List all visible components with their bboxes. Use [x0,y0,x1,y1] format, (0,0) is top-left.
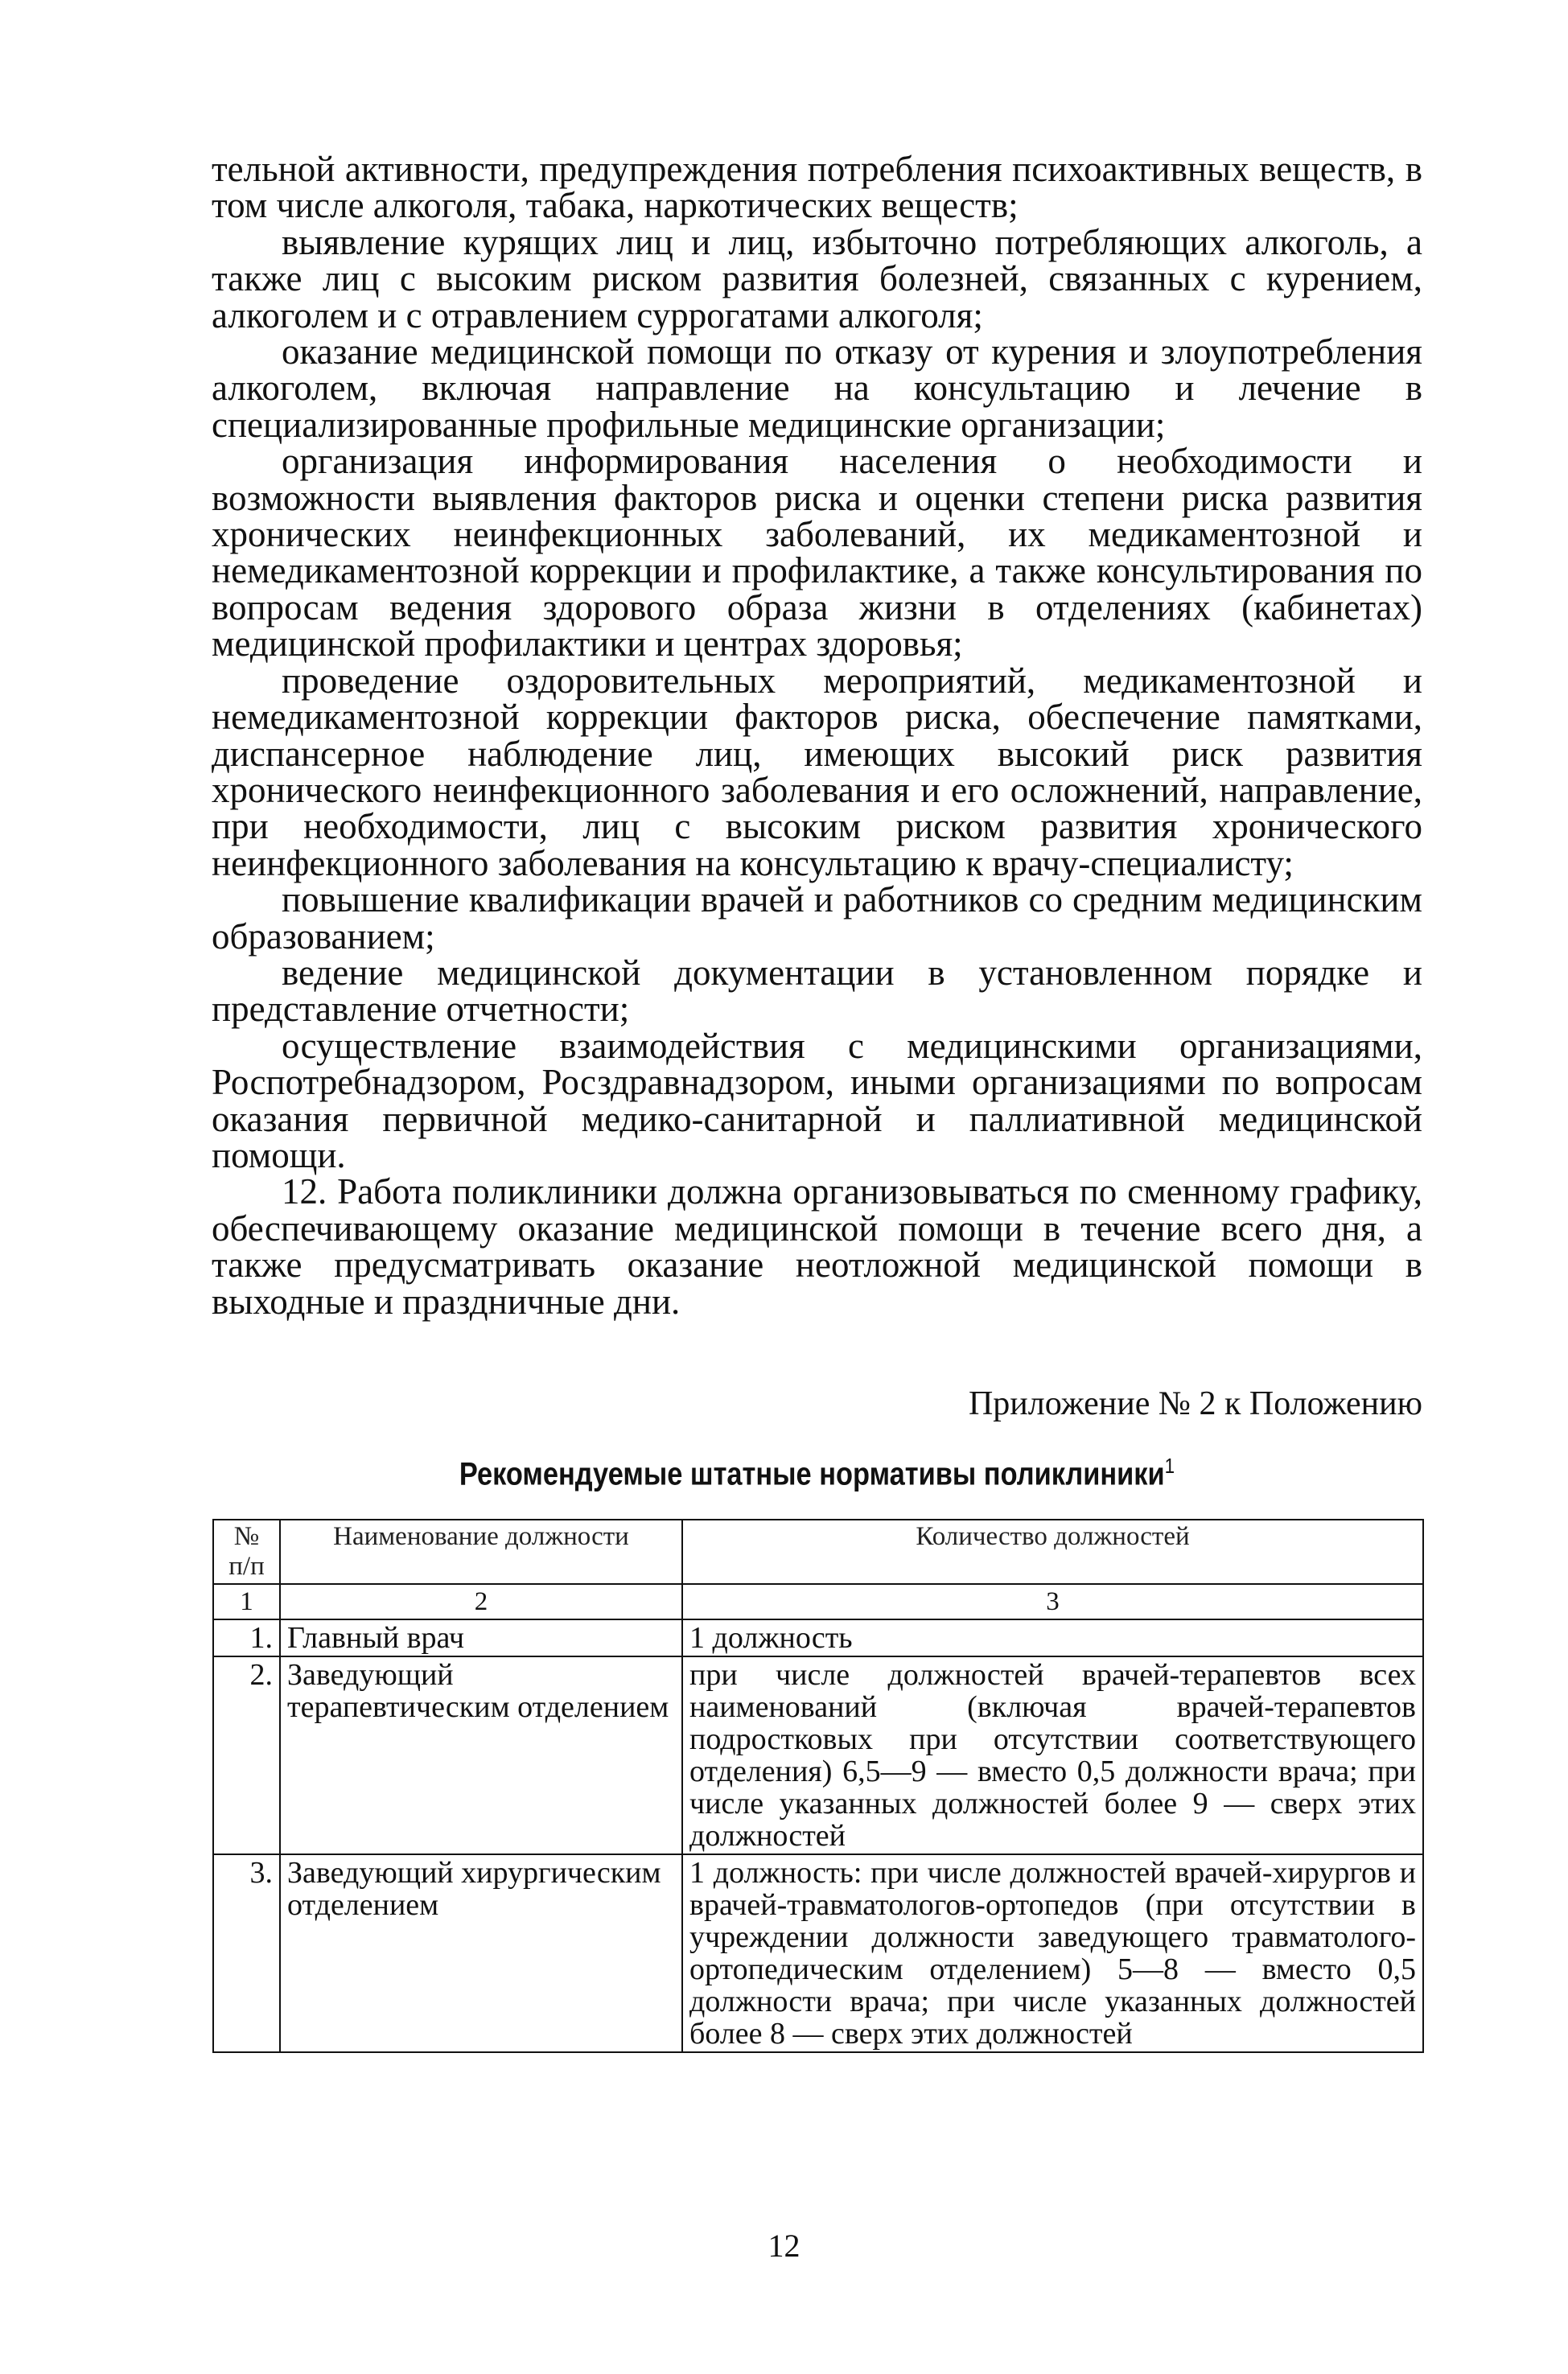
paragraph: тельной активности, предупреждения потребления психоактивных веществ, в том числе алкоголя, табака, наркотических веществ; [212,149,1422,226]
position-name: Главный врач [280,1619,682,1656]
row-number: 1. [213,1619,280,1656]
body-text [212,151,1422,1320]
header-cell-name: Наименование должности [280,1520,682,1584]
header-cell-number: № п/п [213,1520,280,1584]
row-number: 2. [213,1656,280,1854]
position-name: Заведующий терапевтическим отделением [280,1656,682,1854]
staff-norms-table [212,1519,1424,2053]
paragraph: выявление курящих лиц и лиц, избыточно потребляющих алкоголь, а также лиц с высоким риском развития болезней, связанных с курением, алкоголем и с отравлением суррогатами алкоголя; [212,221,1422,335]
paragraph: 12. Работа поликлиники должна организовываться по сменному графику, обеспечивающему оказание медицинской помощи в течение всего дня, а также предусматривать оказание неотложной медицинской помощи в выходные и праздничные дни. [212,1171,1422,1322]
table-row [213,1619,1423,1656]
paragraph: оказание медицинской помощи по отказу от курения и злоупотребления алкоголем, включая направление на консультацию и лечение в специализированные профильные медицинские организации; [212,331,1422,445]
appendix-label: Приложение № 2 к Положению [968,1385,1422,1422]
position-count: 1 должность [682,1619,1423,1656]
table-row [213,1656,1423,1854]
table-header-row [213,1520,1423,1584]
footnote-marker: 1 [1164,1454,1175,1478]
paragraph: повышение квалификации врачей и работников со средним медицинским образованием; [212,879,1422,957]
paragraph: проведение оздоровительных мероприятий, медикаментозной и немедикаментозной коррекции факторов риска, обеспечение памятками, диспансерное наблюдение лиц, имеющих высокий риск развития хронического неинфекционного заболевания и его осложнений, направление, при необходимости, лиц с высоким риском развития хронического неинфекционного заболевания на консультацию к врачу-специалисту; [212,660,1422,883]
table-title-text: Рекомендуемые штатные нормативы поликлиники [459,1456,1165,1492]
header-cell-count: Количество должностей [682,1520,1423,1584]
column-number-row [213,1584,1423,1619]
position-name: Заведующий хирургическим отделением [280,1854,682,2052]
paragraph: осуществление взаимодействия с медицинскими организациями, Роспотребнадзором, Росздравнадзором, иными организациями по вопросам оказания первичной медико-санитарной и паллиативной медицинской помощи. [212,1025,1422,1175]
table-title [296,1446,1337,1494]
position-count: при числе должностей врачей-терапевтов всех наименований (включая врачей-терапевтов подростковых при отсутствии соответствующего отделения) 6,5—9 — вместо 0,5 должности врача; при числе указанных должностей более 9 — сверх этих должностей [682,1656,1423,1854]
column-number: 3 [682,1584,1423,1619]
paragraph: ведение медицинской документации в установленном порядке и представление отчетности; [212,952,1422,1030]
page-number: 12 [768,2228,800,2264]
position-count: 1 должность: при числе должностей врачей-хирургов и врачей-травматологов-ортопедов (при отсутствии в учреждении должности заведующего травматолого-ортопедическим отделением) 5—8 — вместо 0,5 должности врача; при числе указанных должностей более 8 — сверх этих должностей [682,1854,1423,2052]
column-number: 2 [280,1584,682,1619]
column-number: 1 [213,1584,280,1619]
table-row [213,1854,1423,2052]
row-number: 3. [213,1854,280,2052]
paragraph: организация информирования населения о необходимости и возможности выявления факторов риска и оценки степени риска развития хронических неинфекционных заболеваний, их медикаментозной и немедикаментозной коррекции и профилактике, а также консультирования по вопросам ведения здорового образа жизни в отделениях (кабинетах) медицинской профилактики и центрах здоровья; [212,441,1422,664]
